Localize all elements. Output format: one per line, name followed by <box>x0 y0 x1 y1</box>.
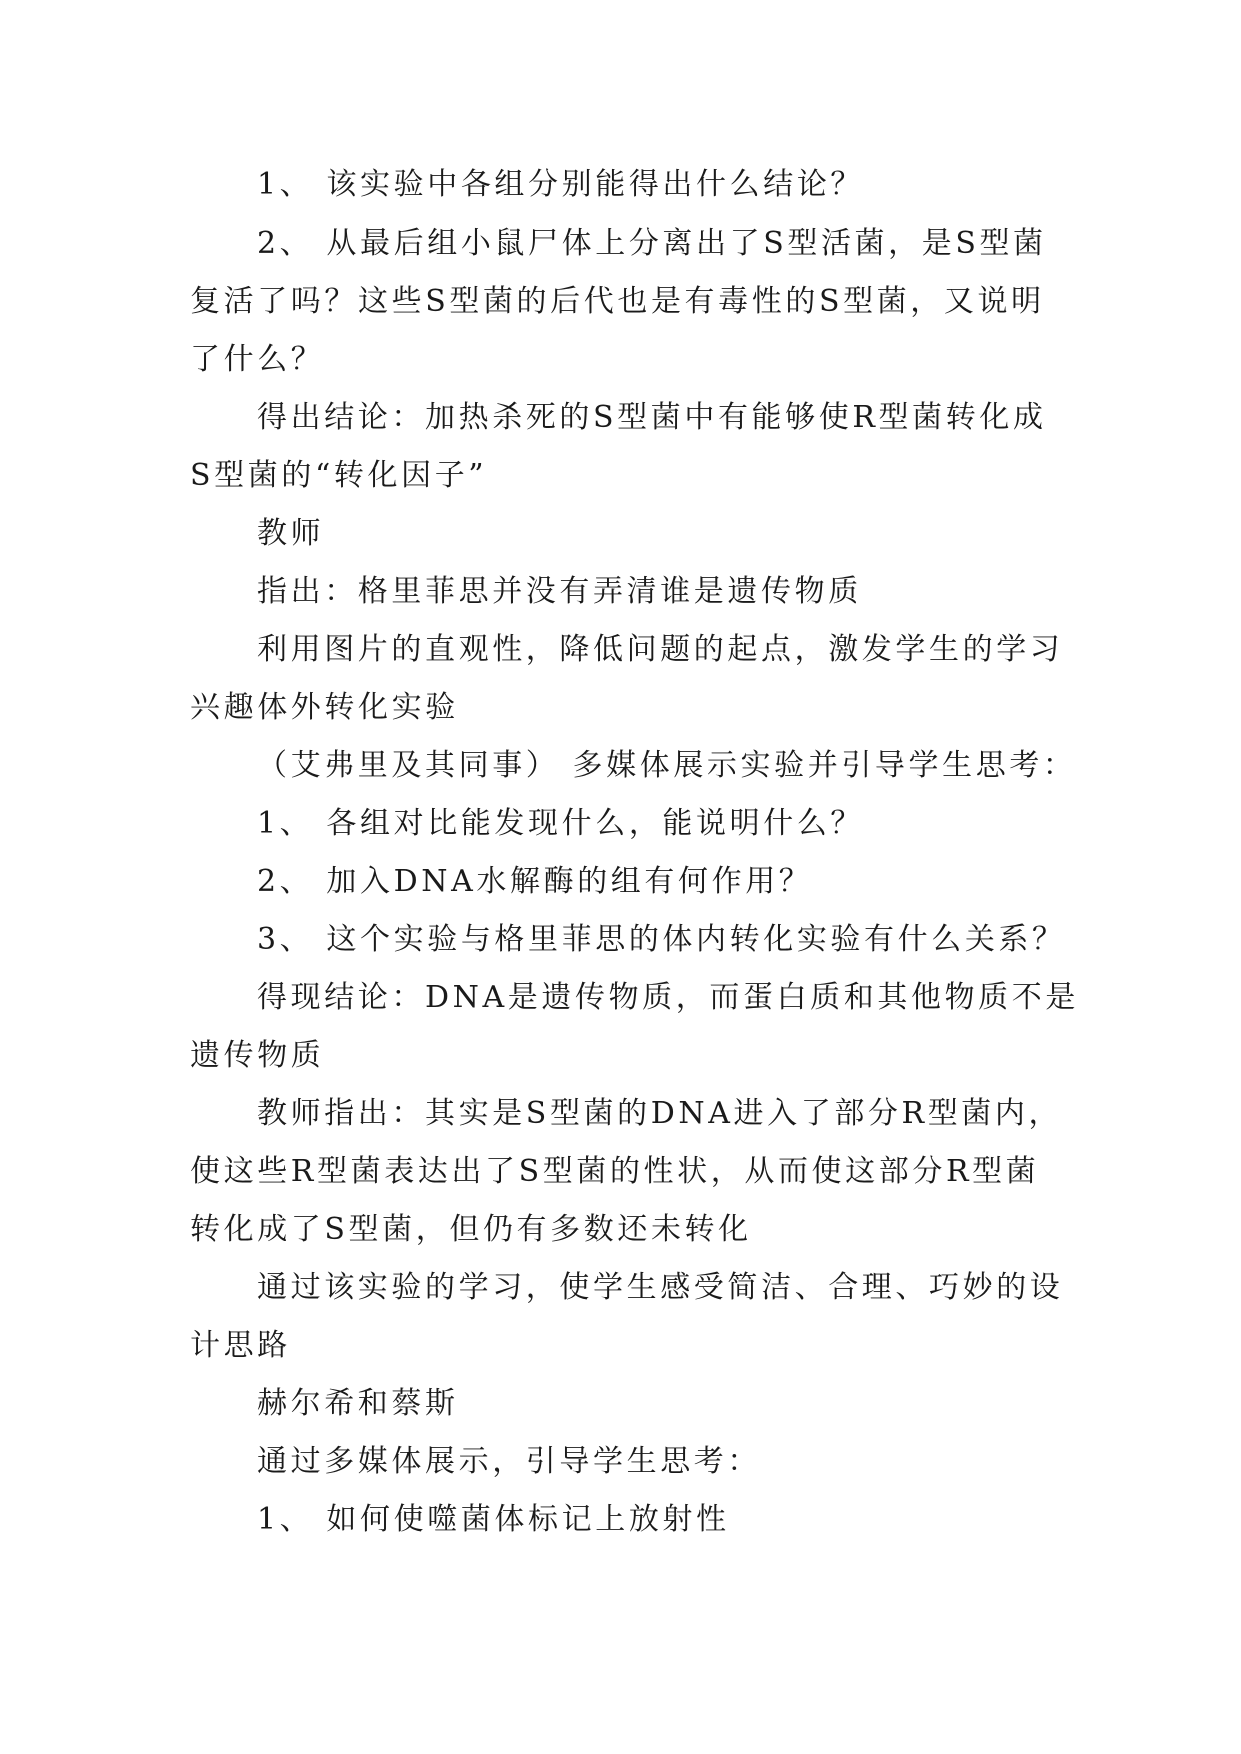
text-line: 1、 各组对比能发现什么，能说明什么？ <box>257 806 865 841</box>
text-line: 赫尔希和蔡斯 <box>257 1386 459 1421</box>
text-line: （艾弗里及其同事） 多媒体展示实验并引导学生思考： <box>257 748 1077 783</box>
text-line: 得现结论：DNA是遗传物质，而蛋白质和其他物质不是 <box>257 980 1079 1015</box>
text-line: 计思路 <box>190 1328 291 1363</box>
text-line: 教师指出：其实是S型菌的DNA进入了部分R型菌内， <box>257 1096 1063 1131</box>
text-line: 教师 <box>257 516 325 551</box>
text-line: 利用图片的直观性，降低问题的起点，激发学生的学习 <box>257 632 1064 667</box>
text-line: S型菌的“转化因子” <box>190 458 488 493</box>
text-line: 得出结论：加热杀死的S型菌中有能够使R型菌转化成 <box>257 400 1047 435</box>
text-line: 1、 该实验中各组分别能得出什么结论？ <box>257 167 865 202</box>
text-line: 通过该实验的学习，使学生感受简洁、合理、巧妙的设 <box>257 1270 1064 1305</box>
text-line: 指出：格里菲思并没有弄清谁是遗传物质 <box>257 574 862 609</box>
text-line: 转化成了S型菌，但仍有多数还未转化 <box>190 1212 752 1247</box>
text-line: 兴趣体外转化实验 <box>190 690 459 725</box>
text-line: 通过多媒体展示，引导学生思考： <box>257 1444 761 1479</box>
text-line: 1、 如何使噬菌体标记上放射性 <box>257 1502 730 1537</box>
text-line: 了什么？ <box>190 342 325 377</box>
text-line: 使这些R型菌表达出了S型菌的性状，从而使这部分R型菌 <box>190 1154 1040 1189</box>
text-line: 复活了吗？这些S型菌的后代也是有毒性的S型菌，又说明 <box>190 284 1045 319</box>
text-line: 3、 这个实验与格里菲思的体内转化实验有什么关系？ <box>257 922 1066 957</box>
text-line: 2、 从最后组小鼠尸体上分离出了S型活菌，是S型菌 <box>257 226 1047 261</box>
text-line: 2、 加入DNA水解酶的组有何作用？ <box>257 864 813 899</box>
text-line: 遗传物质 <box>190 1038 325 1073</box>
